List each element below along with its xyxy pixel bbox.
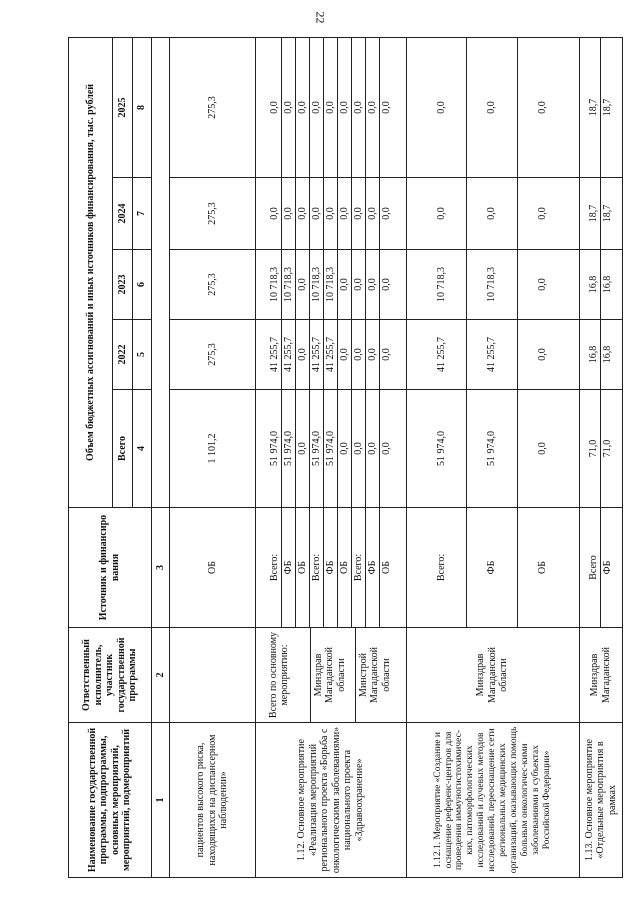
row2-exec-b: Минздрав Магаданской области bbox=[310, 628, 355, 722]
row2-src: Всего: bbox=[269, 553, 281, 582]
header-num-8: 8 bbox=[133, 37, 151, 177]
row2-2025 bbox=[256, 37, 406, 177]
row2-total-val: 51 974,0 bbox=[269, 431, 281, 466]
header-num-4: 4 bbox=[133, 390, 151, 508]
row2-total-val: 51 974,0 bbox=[323, 390, 337, 507]
header-col3: Источник и финансиро вания bbox=[69, 508, 152, 628]
row3-2025-val: 0,0 bbox=[517, 38, 568, 177]
row2-2025-val: 0,0 bbox=[281, 38, 295, 177]
row2-exec-c: Минстрой Магаданской области bbox=[355, 628, 396, 722]
row3-src: Всего: bbox=[435, 553, 447, 582]
row4-executor: Минздрав Магаданской bbox=[579, 628, 622, 723]
header-funding-group: Объем бюджетных ассигнований и иных источников финансирования, тыс. рублей bbox=[69, 37, 113, 507]
row4-2024-val: 18,7 bbox=[588, 204, 600, 223]
row2-total-val: 51 974,0 bbox=[281, 390, 295, 507]
row1-source: ОБ bbox=[170, 508, 256, 628]
row3-2022 bbox=[406, 320, 579, 390]
row2-2025-val: 0,0 bbox=[309, 38, 323, 177]
row2-2025-val: 0,0 bbox=[351, 38, 365, 177]
funding-table-container bbox=[68, 38, 623, 878]
header-2024: 2024 bbox=[112, 178, 133, 250]
row2-2024-val: 0,0 bbox=[379, 178, 393, 249]
row4-total-val: 71,0 bbox=[600, 390, 614, 507]
row2-src: Всего: bbox=[309, 508, 323, 627]
row2-2025-val: 0,0 bbox=[365, 38, 379, 177]
row2-2022-val: 0,0 bbox=[365, 320, 379, 389]
row3-name: 1.12.1. Мероприятие «Создание и оснащение референс-центров для проведения иммуногистохимичес-ких, патоморфологических исследований и лучевых методов исследований, переоснащение сети региональных медицинских организаций, оказывающих помощь больным онкологичес-кими заболеваниями в субъектах Российской Федерации» bbox=[406, 723, 579, 878]
row2-2024-val: 0,0 bbox=[351, 178, 365, 249]
row2-2022 bbox=[256, 320, 406, 390]
header-col1: Наименование государственной программы, подпрограммы, основных мероприятий, мероприятий, подмероприятий bbox=[69, 723, 152, 878]
row4-src: Всего bbox=[588, 555, 600, 580]
row3-2024-val: 0,0 bbox=[517, 178, 568, 249]
table-row bbox=[579, 37, 622, 877]
row4-2025-val: 18,7 bbox=[600, 38, 614, 177]
row2-total-val: 0,0 bbox=[379, 390, 393, 507]
row2-sources bbox=[256, 508, 406, 628]
row4-2024-val: 18,7 bbox=[600, 178, 614, 249]
row4-2023-val: 16,8 bbox=[600, 250, 614, 319]
row4-2022-val: 16,8 bbox=[600, 320, 614, 389]
row3-2023 bbox=[406, 250, 579, 320]
row2-executors bbox=[256, 628, 406, 723]
row2-2022-val: 0,0 bbox=[351, 320, 365, 389]
row4-2022 bbox=[579, 320, 622, 390]
row1-2022: 275,3 bbox=[170, 320, 256, 390]
row4-2025-val: 18,7 bbox=[588, 98, 600, 117]
funding-table bbox=[68, 37, 623, 878]
row4-2024 bbox=[579, 178, 622, 250]
row2-2022-val: 41 255,7 bbox=[309, 320, 323, 389]
row3-2022-val: 0,0 bbox=[517, 320, 568, 389]
row2-name: 1.12. Основное мероприятие «Реализация мероприятий регионального проекта «Борьба с онкологическими заболеваниями» национального проекта «Здравоохранение» bbox=[256, 723, 406, 878]
row2-2025-val: 0,0 bbox=[323, 38, 337, 177]
row4-src: ФБ bbox=[600, 508, 614, 627]
header-2025: 2025 bbox=[112, 37, 133, 177]
row2-src: ФБ bbox=[323, 508, 337, 627]
row3-total bbox=[406, 390, 579, 508]
table-row bbox=[406, 37, 579, 877]
row2-src: ОБ bbox=[379, 508, 393, 627]
row2-2025-val: 0,0 bbox=[269, 101, 281, 114]
header-num-5: 5 bbox=[133, 320, 151, 390]
row3-executor: Минздрав Магаданской области bbox=[406, 628, 579, 723]
header-number-row bbox=[151, 37, 169, 877]
row2-2022-val: 0,0 bbox=[295, 320, 309, 389]
row2-2023-val: 0,0 bbox=[337, 250, 351, 319]
row3-sources bbox=[406, 508, 579, 628]
row4-total-val: 71,0 bbox=[588, 439, 600, 458]
row1-name: пациентов высокого риска, находящихся на диспансерном наблюдении» bbox=[170, 723, 256, 878]
row2-src: ФБ bbox=[281, 508, 295, 627]
row2-2023 bbox=[256, 250, 406, 320]
row2-2023-val: 0,0 bbox=[379, 250, 393, 319]
page-number-text: 22 bbox=[313, 11, 328, 24]
row2-2023-val: 10 718,3 bbox=[281, 250, 295, 319]
row2-src: Всего: bbox=[351, 508, 365, 627]
row2-2022-val: 41 255,7 bbox=[281, 320, 295, 389]
row3-2024-val: 0,0 bbox=[435, 207, 447, 220]
row3-total-val: 51 974,0 bbox=[435, 431, 447, 466]
row2-total bbox=[256, 390, 406, 508]
row2-2024-val: 0,0 bbox=[309, 178, 323, 249]
row2-2022-val: 0,0 bbox=[337, 320, 351, 389]
header-num-1: 1 bbox=[151, 723, 169, 878]
row2-2022-val: 41 255,7 bbox=[323, 320, 337, 389]
row4-2023-val: 16,8 bbox=[588, 275, 600, 294]
row4-name: 1.13. Основное мероприятие «Отдельные мероприятия в рамках bbox=[579, 723, 622, 878]
row2-2024-val: 0,0 bbox=[337, 178, 351, 249]
page-number bbox=[0, 10, 640, 25]
header-2022: 2022 bbox=[112, 320, 133, 390]
header-num-7: 7 bbox=[133, 178, 151, 250]
row1-2023: 275,3 bbox=[170, 250, 256, 320]
row2-2023-val: 0,0 bbox=[295, 250, 309, 319]
row4-2023 bbox=[579, 250, 622, 320]
row3-2024 bbox=[406, 178, 579, 250]
row2-2024-val: 0,0 bbox=[295, 178, 309, 249]
row2-2023-val: 10 718,3 bbox=[269, 267, 281, 302]
row3-2025 bbox=[406, 37, 579, 177]
row2-2025-val: 0,0 bbox=[295, 38, 309, 177]
row3-2024-val: 0,0 bbox=[466, 178, 517, 249]
row2-total-val: 0,0 bbox=[351, 390, 365, 507]
row2-2023-val: 0,0 bbox=[351, 250, 365, 319]
row4-total bbox=[579, 390, 622, 508]
table-row bbox=[256, 37, 406, 877]
row2-2025-val: 0,0 bbox=[337, 38, 351, 177]
row2-2022-val: 0,0 bbox=[379, 320, 393, 389]
row2-total-val: 0,0 bbox=[295, 390, 309, 507]
header-number-spacer bbox=[151, 37, 169, 507]
row1-2025: 275,3 bbox=[170, 37, 256, 177]
row1-2024: 275,3 bbox=[170, 178, 256, 250]
row2-2024 bbox=[256, 178, 406, 250]
row3-2022-val: 41 255,7 bbox=[435, 337, 447, 372]
table-row bbox=[170, 37, 256, 877]
row2-2024-val: 0,0 bbox=[365, 178, 379, 249]
header-num-2: 2 bbox=[151, 628, 169, 723]
row2-2024-val: 0,0 bbox=[281, 178, 295, 249]
row3-2023-val: 10 718,3 bbox=[466, 250, 517, 319]
row2-total-val: 0,0 bbox=[337, 390, 351, 507]
row4-2025 bbox=[579, 37, 622, 177]
row2-2023-val: 10 718,3 bbox=[309, 250, 323, 319]
row2-2022-val: 41 255,7 bbox=[269, 337, 281, 372]
row4-2022-val: 16,8 bbox=[588, 345, 600, 364]
row2-src: ФБ bbox=[365, 508, 379, 627]
row2-2024-val: 0,0 bbox=[323, 178, 337, 249]
row2-total-val: 0,0 bbox=[365, 390, 379, 507]
row1-executor bbox=[170, 628, 256, 723]
header-row-1 bbox=[69, 37, 113, 877]
row3-2023-val: 10 718,3 bbox=[435, 267, 447, 302]
header-num-3: 3 bbox=[151, 508, 169, 628]
row3-2025-val: 0,0 bbox=[466, 38, 517, 177]
row2-src: ОБ bbox=[295, 508, 309, 627]
row3-2022-val: 41 255,7 bbox=[466, 320, 517, 389]
row3-total-val: 51 974,0 bbox=[466, 390, 517, 507]
row3-total-val: 0,0 bbox=[517, 390, 568, 507]
row3-src: ФБ bbox=[466, 508, 517, 627]
row3-src: ОБ bbox=[517, 508, 568, 627]
row2-2023-val: 10 718,3 bbox=[323, 250, 337, 319]
row2-2025-val: 0,0 bbox=[379, 38, 393, 177]
row1-total: 1 101,2 bbox=[170, 390, 256, 508]
row4-sources bbox=[579, 508, 622, 628]
row3-2023-val: 0,0 bbox=[517, 250, 568, 319]
header-num-6: 6 bbox=[133, 250, 151, 320]
row2-total-val: 51 974,0 bbox=[309, 390, 323, 507]
header-col2: Ответственный исполнитель, участник государственной программы bbox=[69, 628, 152, 723]
row2-exec-a: Всего по основному мероприятию: bbox=[267, 631, 291, 719]
header-total: Всего bbox=[112, 390, 133, 508]
row3-2025-val: 0,0 bbox=[435, 101, 447, 114]
row2-src: ОБ bbox=[337, 508, 351, 627]
row2-2023-val: 0,0 bbox=[365, 250, 379, 319]
row2-2024-val: 0,0 bbox=[269, 207, 281, 220]
header-2023: 2023 bbox=[112, 250, 133, 320]
